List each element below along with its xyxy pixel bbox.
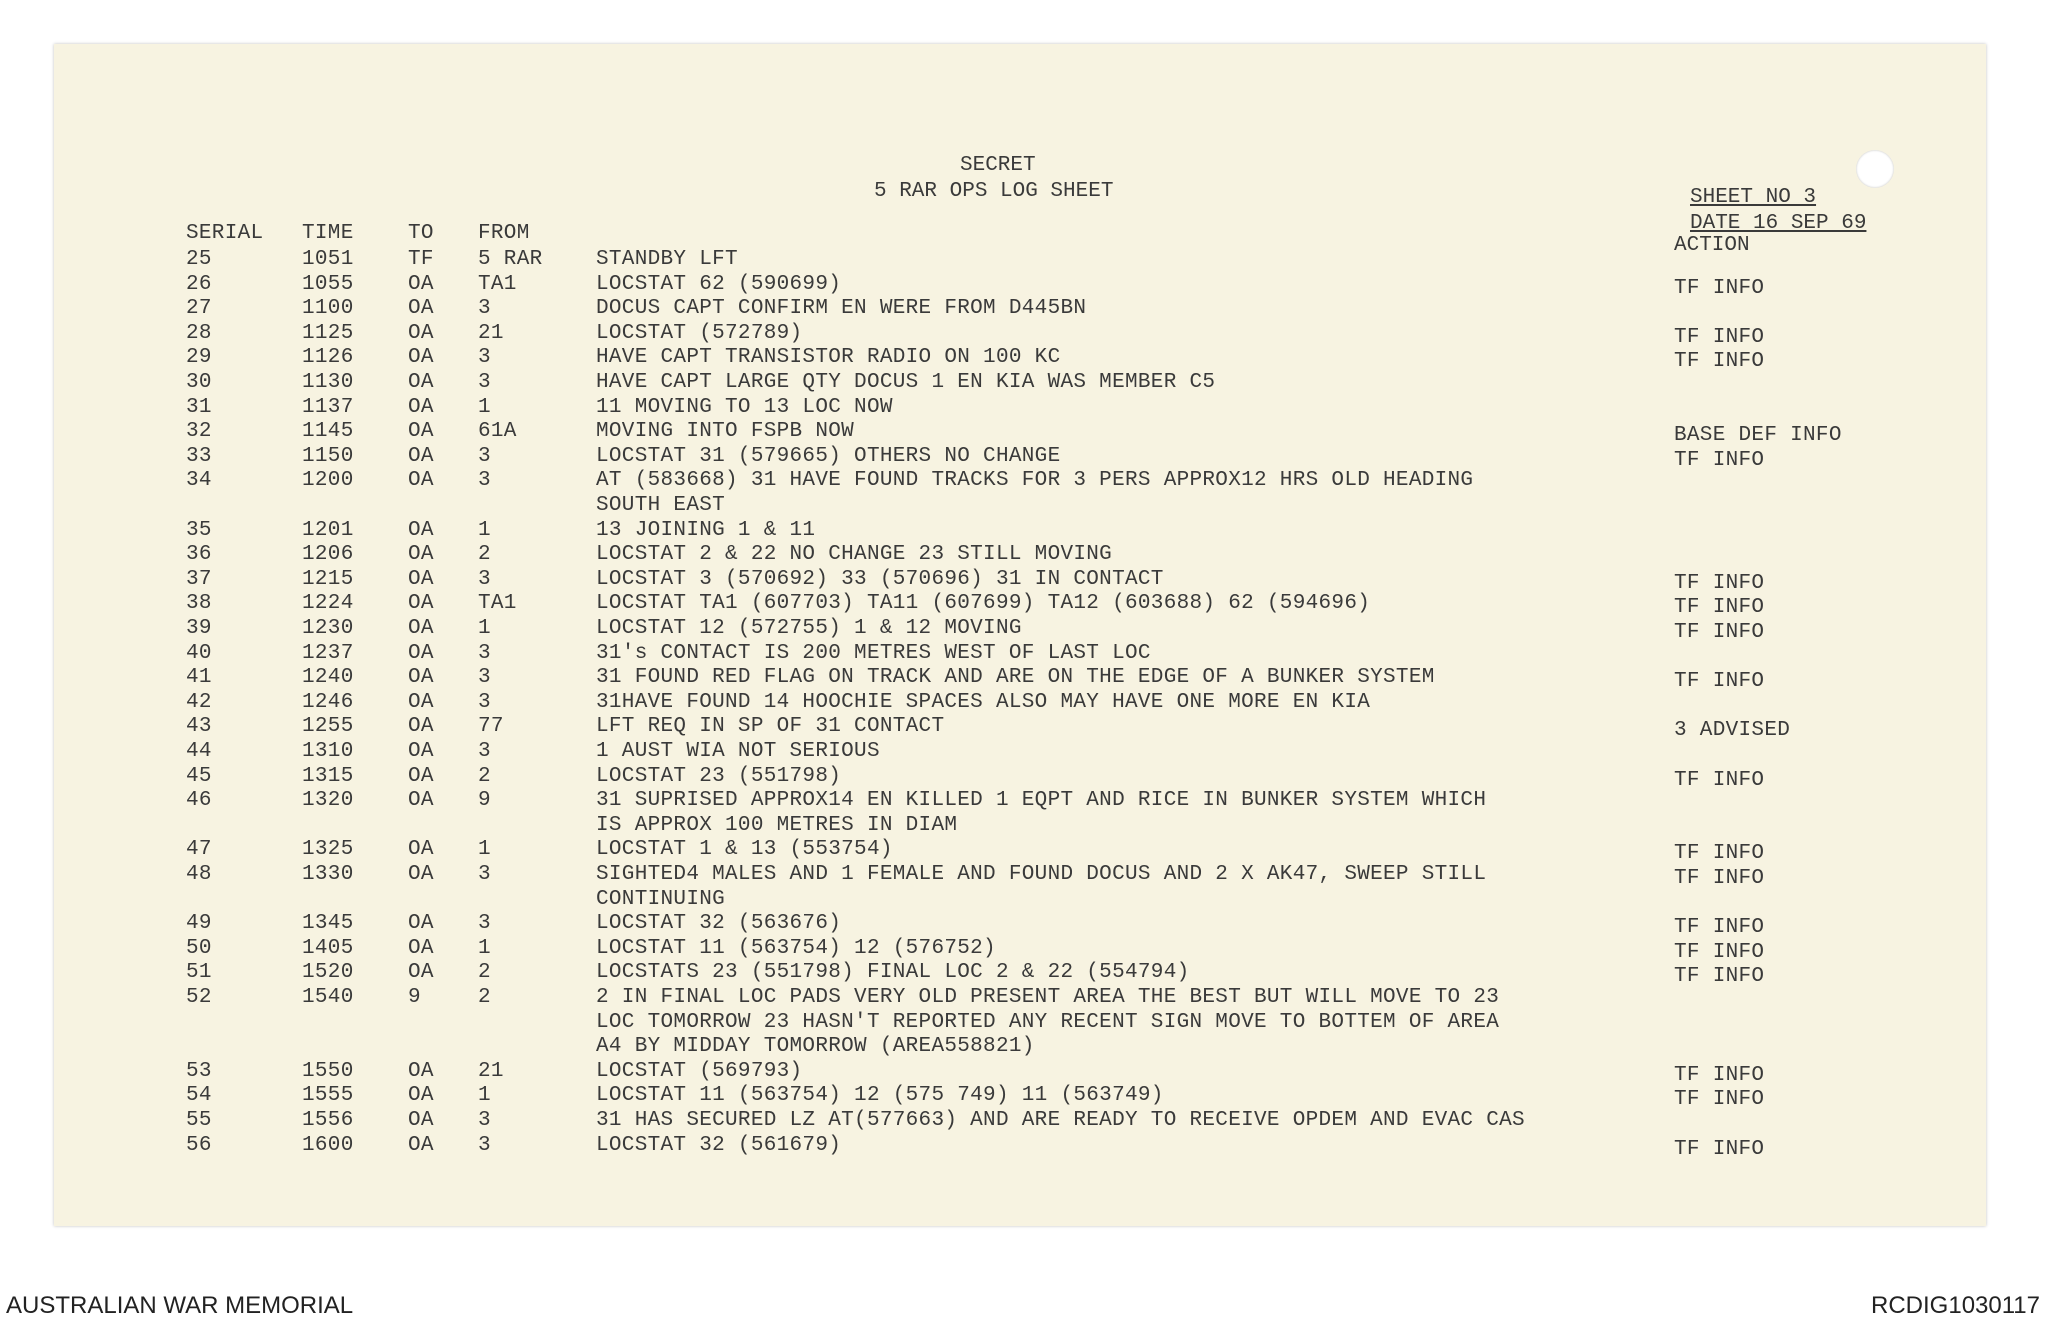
log-to: 9 [408,986,421,1009]
log-row [0,444,2048,472]
log-action: TF INFO [1674,940,1765,964]
log-row [0,912,2048,940]
log-from: 3 [478,1133,491,1157]
log-action: TF INFO [1674,965,1765,989]
log-row [0,863,2048,890]
log-serial: 41 [186,666,212,690]
log-action: TF INFO [1674,448,1765,472]
log-message: LOCSTAT 11 (563754) 12 (576752) [596,936,996,960]
log-message: LOCSTAT (572789) [596,321,803,345]
log-from: 21 [478,321,504,345]
document-title: 5 RAR OPS LOG SHEET [874,180,1114,203]
log-to: OA [408,690,434,714]
log-from: 3 [478,567,491,591]
log-time: 1345 [302,912,354,936]
log-serial: 45 [186,764,212,788]
log-serial: 39 [186,617,212,640]
log-time: 1550 [302,1059,354,1083]
log-action: 3 ADVISED [1674,719,1791,743]
log-serial: 56 [186,1133,212,1157]
footer-id: RCDIG1030117 [1871,1292,2040,1319]
log-row [0,248,2048,272]
log-message-continuation: A4 BY MIDDAY TOMORROW (AREA558821) [596,1035,1035,1059]
log-message: 31HAVE FOUND 14 HOOCHIE SPACES ALSO MAY HAVE ONE MORE EN KIA [596,690,1371,714]
log-time: 1130 [302,371,354,394]
log-row [0,567,2048,595]
log-message: DOCUS CAPT CONFIRM EN WERE FROM D445BN [596,297,1087,321]
log-from: 2 [478,961,491,985]
log-row [0,764,2048,792]
log-time: 1051 [302,248,354,271]
log-action: TF INFO [1674,1088,1765,1112]
log-from: 1 [478,617,491,640]
column-header-to: TO [408,222,434,245]
log-to: OA [408,346,434,370]
log-serial: 43 [186,715,212,739]
log-time: 1055 [302,272,354,296]
log-serial: 40 [186,641,212,665]
log-action: TF INFO [1674,325,1765,349]
log-from: 1 [478,1084,491,1108]
log-serial: 55 [186,1109,212,1132]
log-message: LOCSTAT 62 (590699) [596,272,842,296]
log-time: 1246 [302,690,354,714]
log-row [0,1059,2048,1087]
log-message: LOCSTAT 12 (572755) 1 & 12 MOVING [596,617,1022,640]
log-time: 1520 [302,961,354,985]
log-to: OA [408,543,434,567]
log-time: 1206 [302,543,354,567]
log-from: 77 [478,715,504,739]
log-serial: 32 [186,420,212,444]
log-from: 3 [478,666,491,690]
log-message: LOCSTAT 32 (563676) [596,912,842,936]
log-to: OA [408,1133,434,1157]
log-from: 5 RAR [478,248,543,271]
log-time: 1150 [302,444,354,468]
log-serial: 29 [186,346,212,370]
log-serial: 47 [186,838,212,862]
classification-label: SECRET [960,154,1036,177]
log-message: LOCSTAT 11 (563754) 12 (575 749) 11 (563749) [596,1084,1164,1108]
log-action: TF INFO [1674,1063,1765,1087]
log-action: TF INFO [1674,1137,1765,1161]
log-message: STANDBY LFT [596,248,738,271]
log-row [0,789,2048,813]
log-action: TF INFO [1674,350,1765,374]
log-time: 1315 [302,764,354,788]
log-action: BASE DEF INFO [1674,424,1842,448]
log-time: 1555 [302,1084,354,1108]
log-time: 1255 [302,715,354,739]
log-from: 3 [478,1109,491,1132]
log-message: LOCSTAT 32 (561679) [596,1133,842,1157]
log-message: LOCSTATS 23 (551798) FINAL LOC 2 & 22 (554794) [596,961,1190,985]
log-row [0,617,2048,644]
log-action: TF INFO [1674,916,1765,940]
log-from: 1 [478,395,491,419]
log-from: 21 [478,1059,504,1083]
log-message: 1 AUST WIA NOT SERIOUS [596,740,880,763]
log-message: 31 SUPRISED APPROX14 EN KILLED 1 EQPT AND RICE IN BUNKER SYSTEM WHICH [596,789,1487,813]
log-time: 1224 [302,592,354,616]
log-to: OA [408,715,434,739]
log-to: OA [408,321,434,345]
log-message: LFT REQ IN SP OF 31 CONTACT [596,715,945,739]
log-serial: 49 [186,912,212,936]
log-serial: 53 [186,1059,212,1083]
log-time: 1237 [302,641,354,665]
log-message: SIGHTED4 MALES AND 1 FEMALE AND FOUND DOCUS AND 2 X AK47, SWEEP STILL [596,863,1487,886]
log-to: OA [408,1059,434,1083]
log-time: 1540 [302,986,354,1009]
log-serial: 31 [186,395,212,419]
log-to: OA [408,666,434,690]
log-row [0,715,2048,743]
log-message: 11 MOVING TO 13 LOC NOW [596,395,893,419]
sheet-date: DATE 16 SEP 69 [1690,212,1867,235]
log-message: 2 IN FINAL LOC PADS VERY OLD PRESENT AREA THE BEST BUT WILL MOVE TO 23 [596,986,1500,1009]
log-serial: 35 [186,518,212,542]
column-header-action: ACTION [1674,234,1750,257]
log-time: 1200 [302,469,354,493]
log-serial: 48 [186,863,212,886]
log-to: TF [408,248,434,271]
log-message: LOCSTAT 2 & 22 NO CHANGE 23 STILL MOVING [596,543,1113,567]
log-row [0,371,2048,395]
log-from: 1 [478,518,491,542]
log-from: 3 [478,690,491,714]
log-action: TF INFO [1674,670,1765,694]
column-header-time: TIME [302,222,354,245]
log-action: TF INFO [1674,867,1765,890]
log-time: 1215 [302,567,354,591]
log-to: OA [408,592,434,616]
log-action: TF INFO [1674,571,1765,595]
log-row [0,592,2048,620]
log-serial: 26 [186,272,212,296]
log-to: OA [408,740,434,763]
log-from: 3 [478,641,491,665]
log-message: HAVE CAPT TRANSISTOR RADIO ON 100 KC [596,346,1061,370]
log-to: OA [408,641,434,665]
log-from: TA1 [478,272,517,296]
log-row [0,420,2048,448]
log-action: TF INFO [1674,768,1765,792]
log-to: OA [408,1109,434,1132]
log-serial: 27 [186,297,212,321]
log-row [0,986,2048,1010]
log-message: LOCSTAT (569793) [596,1059,803,1083]
punch-hole [1856,150,1894,188]
log-from: 3 [478,346,491,370]
log-action: TF INFO [1674,596,1765,620]
column-header-from: FROM [478,222,530,245]
log-to: OA [408,838,434,862]
log-time: 1310 [302,740,354,763]
log-message: MOVING INTO FSPB NOW [596,420,855,444]
log-from: 3 [478,297,491,321]
log-message-continuation: IS APPROX 100 METRES IN DIAM [596,813,958,837]
log-time: 1125 [302,321,354,345]
log-time: 1145 [302,420,354,444]
log-time: 1320 [302,789,354,813]
log-message: LOCSTAT 1 & 13 (553754) [596,838,893,862]
log-serial: 50 [186,936,212,960]
log-serial: 28 [186,321,212,345]
log-to: OA [408,469,434,493]
log-to: OA [408,518,434,542]
log-to: OA [408,420,434,444]
log-row [0,936,2048,964]
log-from: 1 [478,838,491,862]
log-serial: 38 [186,592,212,616]
log-time: 1201 [302,518,354,542]
log-serial: 52 [186,986,212,1009]
log-time: 1405 [302,936,354,960]
log-message: HAVE CAPT LARGE QTY DOCUS 1 EN KIA WAS MEMBER C5 [596,371,1216,394]
log-serial: 30 [186,371,212,394]
log-message-continuation: LOC TOMORROW 23 HASN'T REPORTED ANY RECENT SIGN MOVE TO BOTTEM OF AREA [596,1010,1500,1034]
log-row [0,1084,2048,1112]
log-message: 13 JOINING 1 & 11 [596,518,816,542]
log-message: 31's CONTACT IS 200 METRES WEST OF LAST LOC [596,641,1151,665]
log-row [0,321,2048,349]
log-message: 31 HAS SECURED LZ AT(577663) AND ARE READY TO RECEIVE OPDEM AND EVAC CAS [596,1109,1525,1132]
log-time: 1126 [302,346,354,370]
log-action: TF INFO [1674,276,1765,300]
log-serial: 42 [186,690,212,714]
log-from: 2 [478,764,491,788]
log-row [0,543,2048,567]
log-message-continuation: SOUTH EAST [596,494,726,517]
log-row [0,346,2048,374]
log-message: LOCSTAT 23 (551798) [596,764,842,788]
footer-source: AUSTRALIAN WAR MEMORIAL [6,1292,354,1319]
log-row [0,642,2048,666]
log-row [0,272,2048,300]
log-message: LOCSTAT 31 (579665) OTHERS NO CHANGE [596,444,1061,468]
log-serial: 54 [186,1084,212,1108]
log-from: 3 [478,469,491,493]
log-serial: 34 [186,469,212,493]
log-row [0,691,2048,715]
log-to: OA [408,395,434,419]
log-message-continuation: CONTINUING [596,887,726,911]
log-to: OA [408,764,434,788]
log-from: 61A [478,420,517,444]
log-to: OA [408,961,434,985]
log-from: 3 [478,740,491,763]
log-time: 1100 [302,297,354,321]
log-to: OA [408,297,434,321]
log-row [0,396,2048,420]
log-from: 3 [478,444,491,468]
log-serial: 36 [186,543,212,567]
log-row [0,838,2048,866]
log-row [0,1109,2048,1133]
log-serial: 51 [186,961,212,985]
log-time: 1230 [302,617,354,640]
log-to: OA [408,863,434,886]
log-row [0,666,2048,694]
log-to: OA [408,617,434,640]
log-message: LOCSTAT TA1 (607703) TA11 (607699) TA12 (603688) 62 (594696) [596,592,1371,616]
log-serial: 33 [186,444,212,468]
log-message: AT (583668) 31 HAVE FOUND TRACKS FOR 3 PERS APPROX12 HRS OLD HEADING [596,469,1474,493]
log-action: TF INFO [1674,842,1765,866]
log-serial: 44 [186,740,212,763]
column-header-serial: SERIAL [186,222,264,245]
log-to: OA [408,789,434,813]
log-row [0,1133,2048,1161]
log-to: OA [408,936,434,960]
log-from: 9 [478,789,491,813]
log-time: 1137 [302,395,354,419]
log-time: 1240 [302,666,354,690]
log-time: 1325 [302,838,354,862]
log-time: 1556 [302,1109,354,1132]
log-message: LOCSTAT 3 (570692) 33 (570696) 31 IN CONTACT [596,567,1164,591]
log-from: 3 [478,863,491,886]
log-from: 2 [478,986,491,1009]
log-from: 1 [478,936,491,960]
log-from: 2 [478,543,491,567]
log-time: 1330 [302,863,354,886]
log-row [0,469,2048,493]
log-to: OA [408,444,434,468]
log-to: OA [408,1084,434,1108]
log-to: OA [408,272,434,296]
log-serial: 25 [186,248,212,271]
log-time: 1600 [302,1133,354,1157]
log-to: OA [408,912,434,936]
log-from: 3 [478,371,491,394]
log-from: TA1 [478,592,517,616]
log-row [0,297,2048,321]
log-row [0,961,2048,989]
log-action: TF INFO [1674,621,1765,644]
sheet-number: SHEET NO 3 [1690,186,1817,209]
log-serial: 46 [186,789,212,813]
log-to: OA [408,371,434,394]
log-to: OA [408,567,434,591]
log-serial: 37 [186,567,212,591]
log-from: 3 [478,912,491,936]
log-row [0,740,2048,764]
log-row [0,519,2048,543]
log-message: 31 FOUND RED FLAG ON TRACK AND ARE ON THE EDGE OF A BUNKER SYSTEM [596,666,1435,690]
